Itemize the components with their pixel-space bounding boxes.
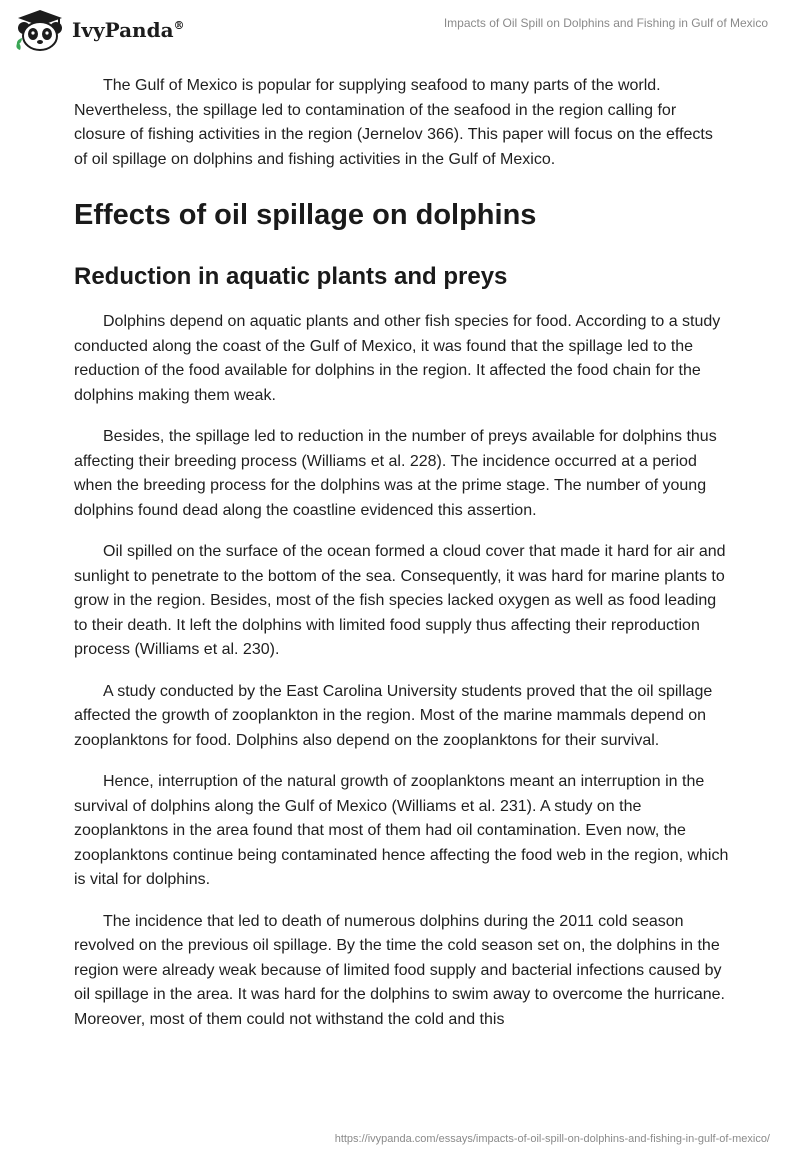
body-paragraph: A study conducted by the East Carolina University students proved that the oil spillage affected the growth of zooplankton in the region. Most of the marine mammals depend on zooplanktons for food. Dolphins also depend on the zooplanktons for their survival. — [74, 682, 713, 749]
page-header — [0, 0, 800, 60]
source-url-link[interactable]: https://ivypanda.com/essays/impacts-of-oil-spill-on-dolphins-and-fishing-in-gulf-of-mexico/ — [334, 1133, 770, 1145]
intro-paragraph: The Gulf of Mexico is popular for supplying seafood to many parts of the world. Nevertheless, the spillage led to contamination of the seafood in the region calling for closure of fishing activities in the region (Jernelov 366). This paper will focus on the effects of oil spillage on dolphins and fishing activities in the Gulf of Mexico. — [74, 77, 713, 168]
body-paragraph: Hence, interruption of the natural growth of zooplanktons meant an interruption in the survival of dolphins along the Gulf of Mexico (Williams et al. 231). A study on the zooplanktons in the area found that most of them had oil contamination. Even now, the zooplanktons continue being contaminated hence affecting the food web in the region, which is vital for dolphins. — [74, 773, 729, 888]
section-heading: Effects of oil spillage on dolphins — [74, 199, 537, 231]
subsection-heading: Reduction in aquatic plants and preys — [74, 263, 508, 290]
essay-content — [74, 74, 730, 1049]
body-paragraph: Dolphins depend on aquatic plants and other fish species for food. According to a study conducted along the coast of the Gulf of Mexico, it was found that the spillage led to the reduction of the food available for dolphins in the region. It affected the food chain for the dolphins making them weak. — [74, 313, 721, 404]
body-paragraph: Oil spilled on the surface of the ocean formed a cloud cover that made it hard for air and sunlight to penetrate to the bottom of the sea. Consequently, it was hard for marine plants to grow in the region. Besides, most of the fish species lacked oxygen as well as food leading to their death. It left the dolphins with limited food supply thus affecting their reproduction process (Williams et al. 230). — [74, 543, 726, 658]
body-paragraph: Besides, the spillage led to reduction in the number of preys available for dolphins thus affecting their breeding process (Williams et al. 228). The incidence occurred at a period when the breeding process for the dolphins was at the prime stage. The number of young dolphins found dead along the coastline evidenced this assertion. — [74, 428, 717, 519]
body-paragraph: The incidence that led to death of numerous dolphins during the 2011 cold season revolved on the previous oil spillage. By the time the cold season set on, the dolphins in the region were already weak because of limited food supply and bacterial infections caused by oil spillage in the area. It was hard for the dolphins to swim away to overcome the hurricane. Moreover, most of them could not withstand the cold and this — [74, 912, 725, 1028]
document-title: Impacts of Oil Spill on Dolphins and Fishing in Gulf of Mexico — [443, 16, 768, 30]
brand-name: IvyPanda® — [72, 18, 185, 42]
panda-logo-icon — [12, 8, 68, 52]
logo[interactable] — [12, 8, 185, 52]
